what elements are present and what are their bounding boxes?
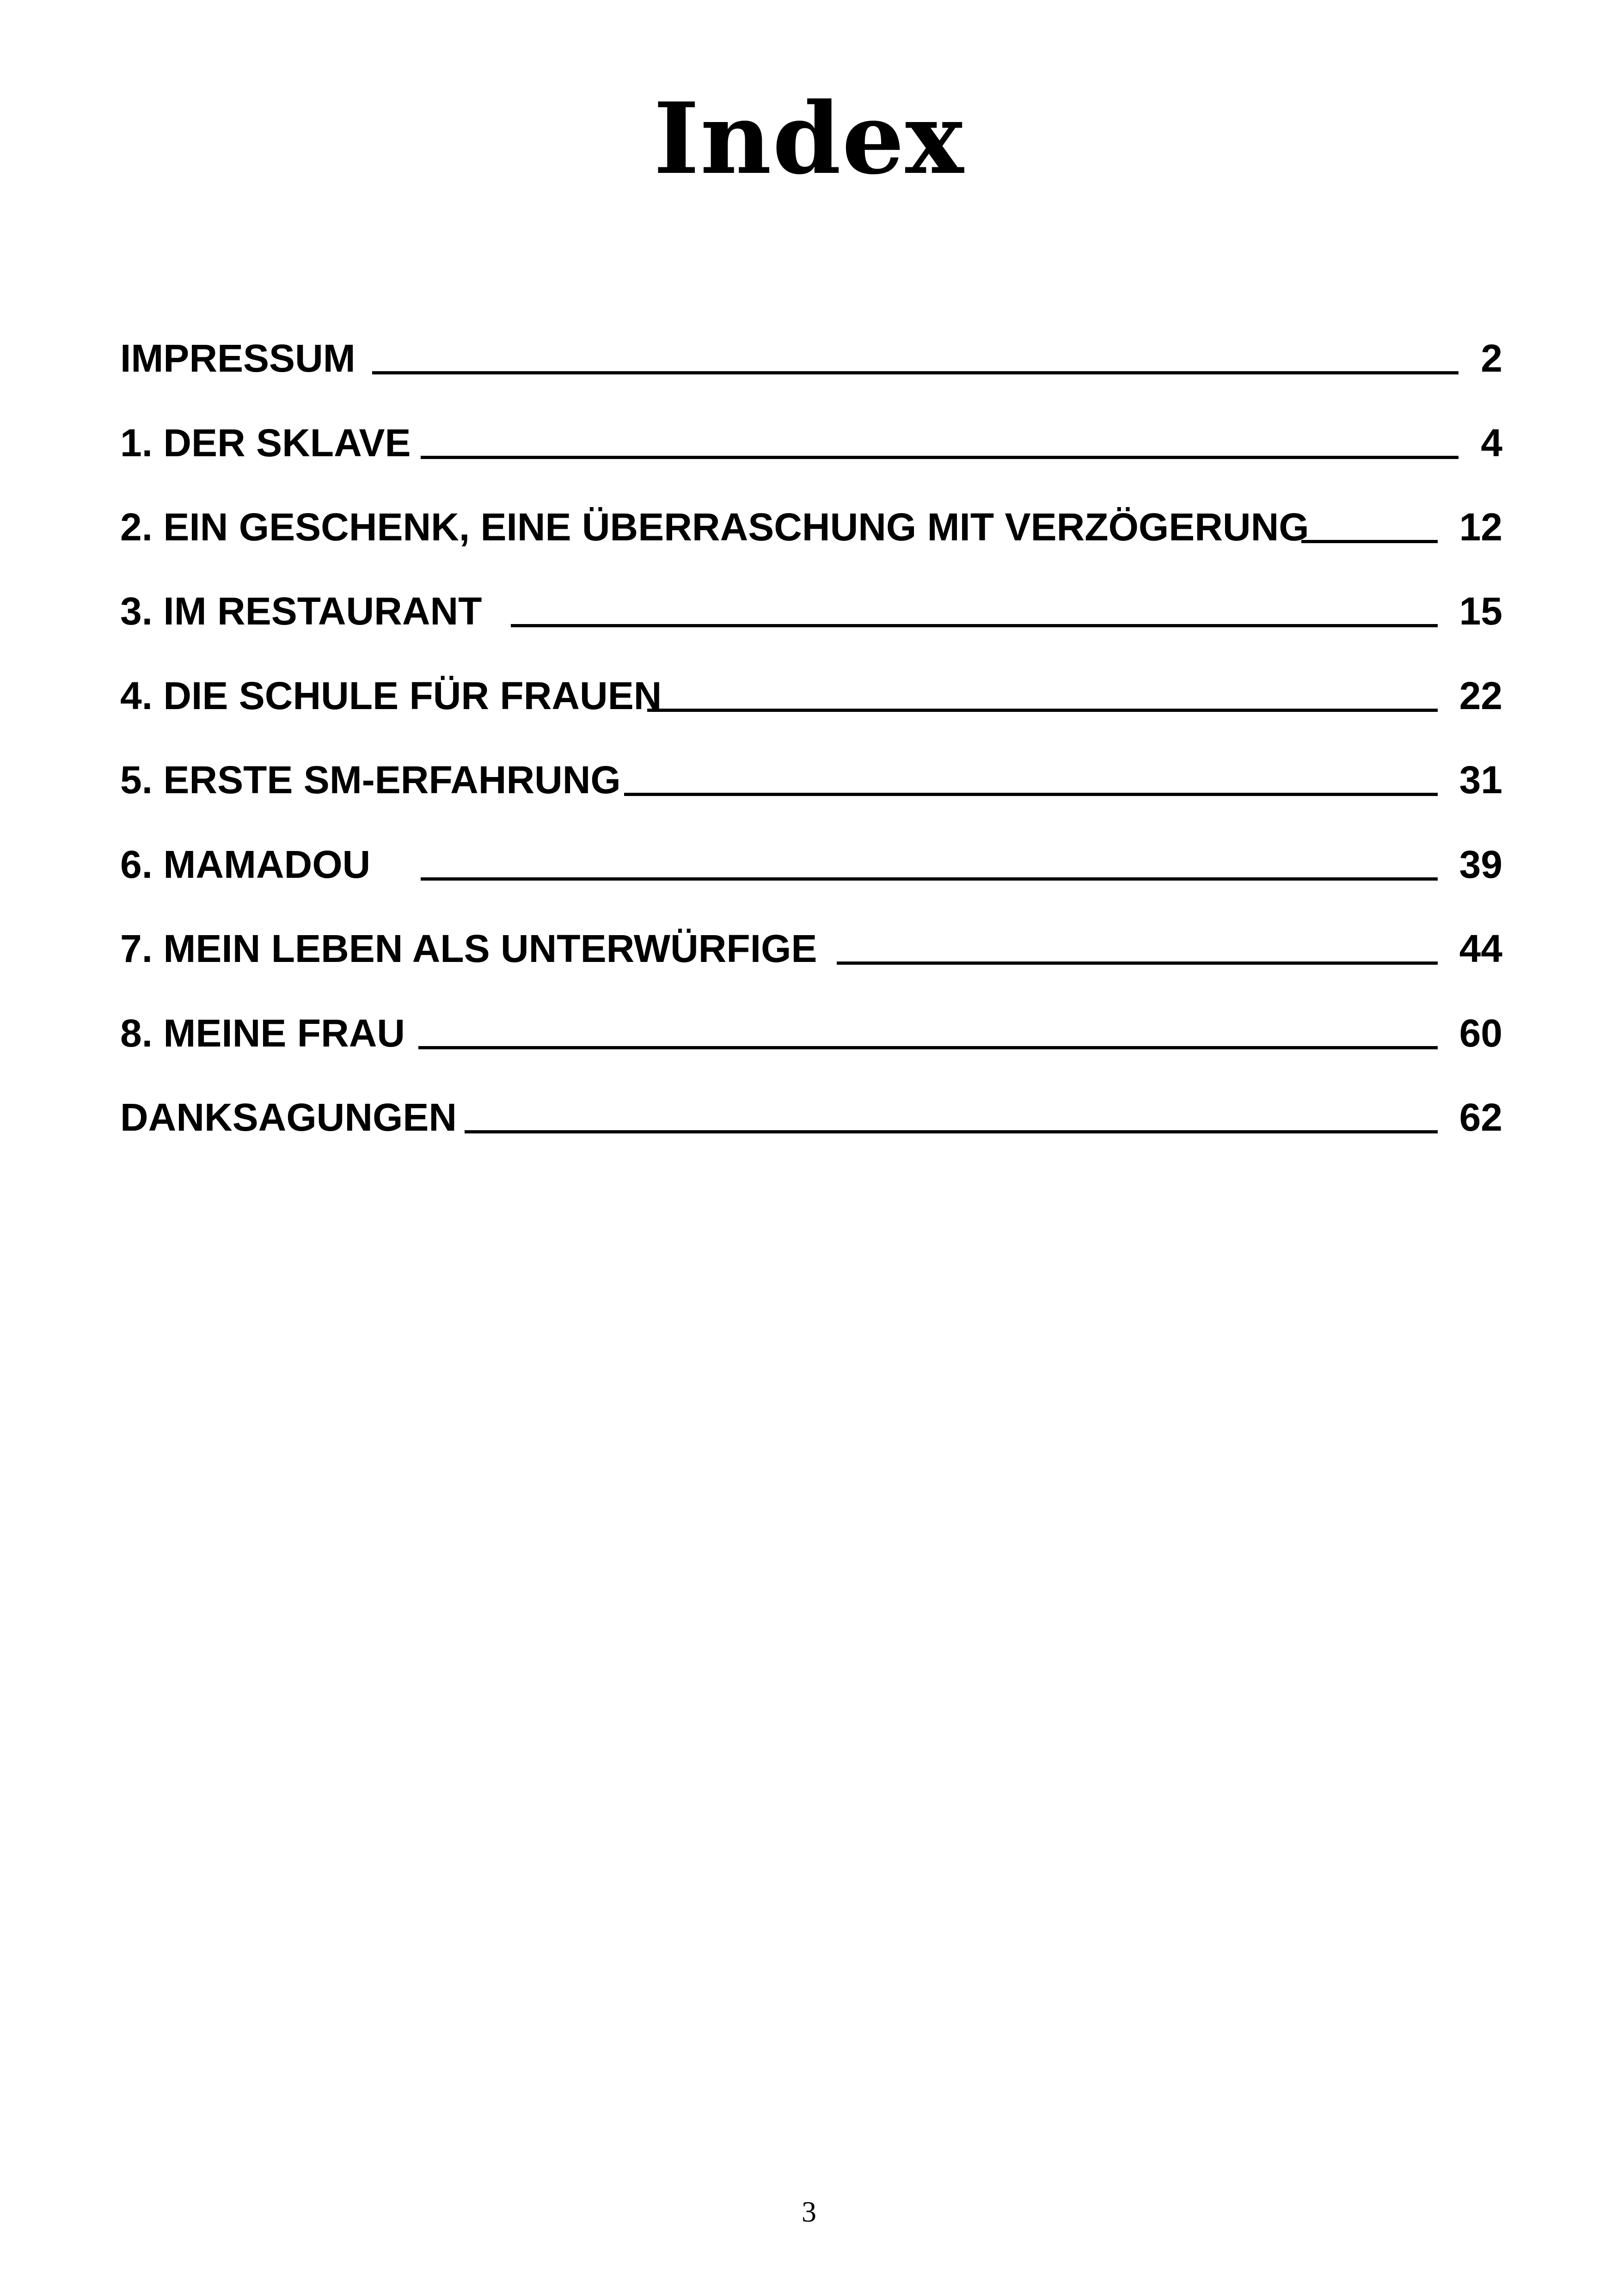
toc-leader-line <box>418 1046 1438 1049</box>
toc-entry-label: 1. DER SKLAVE <box>120 421 411 465</box>
toc-entry-label: IMPRESSUM <box>120 337 355 380</box>
toc-entry-page: 60 <box>1459 1011 1502 1055</box>
toc-entry-chapter-4[interactable] <box>120 670 1502 721</box>
toc-entry-page: 22 <box>1459 674 1502 717</box>
toc-entry-page: 44 <box>1459 927 1502 970</box>
toc-entry-label: 8. MEINE FRAU <box>120 1011 405 1055</box>
toc-entry-impressum[interactable] <box>120 333 1502 384</box>
toc-entry-label: 3. IM RESTAURANT <box>120 589 482 633</box>
toc-leader-line <box>465 1130 1438 1133</box>
toc-leader-line <box>837 961 1438 965</box>
toc-leader-line <box>647 709 1438 712</box>
toc-entry-page: 2 <box>1481 337 1502 380</box>
toc-leader-line <box>421 877 1438 881</box>
toc-leader-line <box>1301 540 1438 543</box>
toc-entry-page: 31 <box>1459 758 1502 802</box>
toc-entry-chapter-6[interactable] <box>120 839 1502 890</box>
toc-entry-label: 4. DIE SCHULE FÜR FRAUEN <box>120 674 662 717</box>
toc-entry-label: 5. ERSTE SM-ERFAHRUNG <box>120 758 621 802</box>
toc-leader-line <box>372 371 1459 374</box>
toc-leader-line <box>511 624 1438 627</box>
toc-entry-chapter-7[interactable] <box>120 923 1502 974</box>
toc-entry-label: DANKSAGUNGEN <box>120 1096 457 1139</box>
toc-leader-line <box>421 456 1459 459</box>
toc-entry-chapter-2[interactable] <box>120 502 1502 552</box>
toc-entry-danksagungen[interactable] <box>120 1092 1502 1143</box>
toc-entry-label: 2. EIN GESCHENK, EINE ÜBERRASCHUNG MIT VERZÖGERUNG <box>120 505 1309 549</box>
toc-entry-chapter-8[interactable] <box>120 1008 1502 1059</box>
toc-entry-page: 62 <box>1459 1096 1502 1139</box>
toc-entry-label: 6. MAMADOU <box>120 843 371 886</box>
toc-entry-page: 15 <box>1459 589 1502 633</box>
toc-entry-page: 12 <box>1459 505 1502 549</box>
page-number: 3 <box>802 2195 816 2228</box>
toc-entry-chapter-1[interactable] <box>120 417 1502 468</box>
page-title: Index <box>653 81 965 196</box>
toc-entry-page: 4 <box>1481 421 1502 465</box>
toc-entry-chapter-5[interactable] <box>120 754 1502 805</box>
toc-entry-chapter-3[interactable] <box>120 586 1502 637</box>
toc-entry-label: 7. MEIN LEBEN ALS UNTERWÜRFIGE <box>120 927 817 970</box>
toc-entry-page: 39 <box>1459 843 1502 886</box>
toc-leader-line <box>624 793 1438 796</box>
